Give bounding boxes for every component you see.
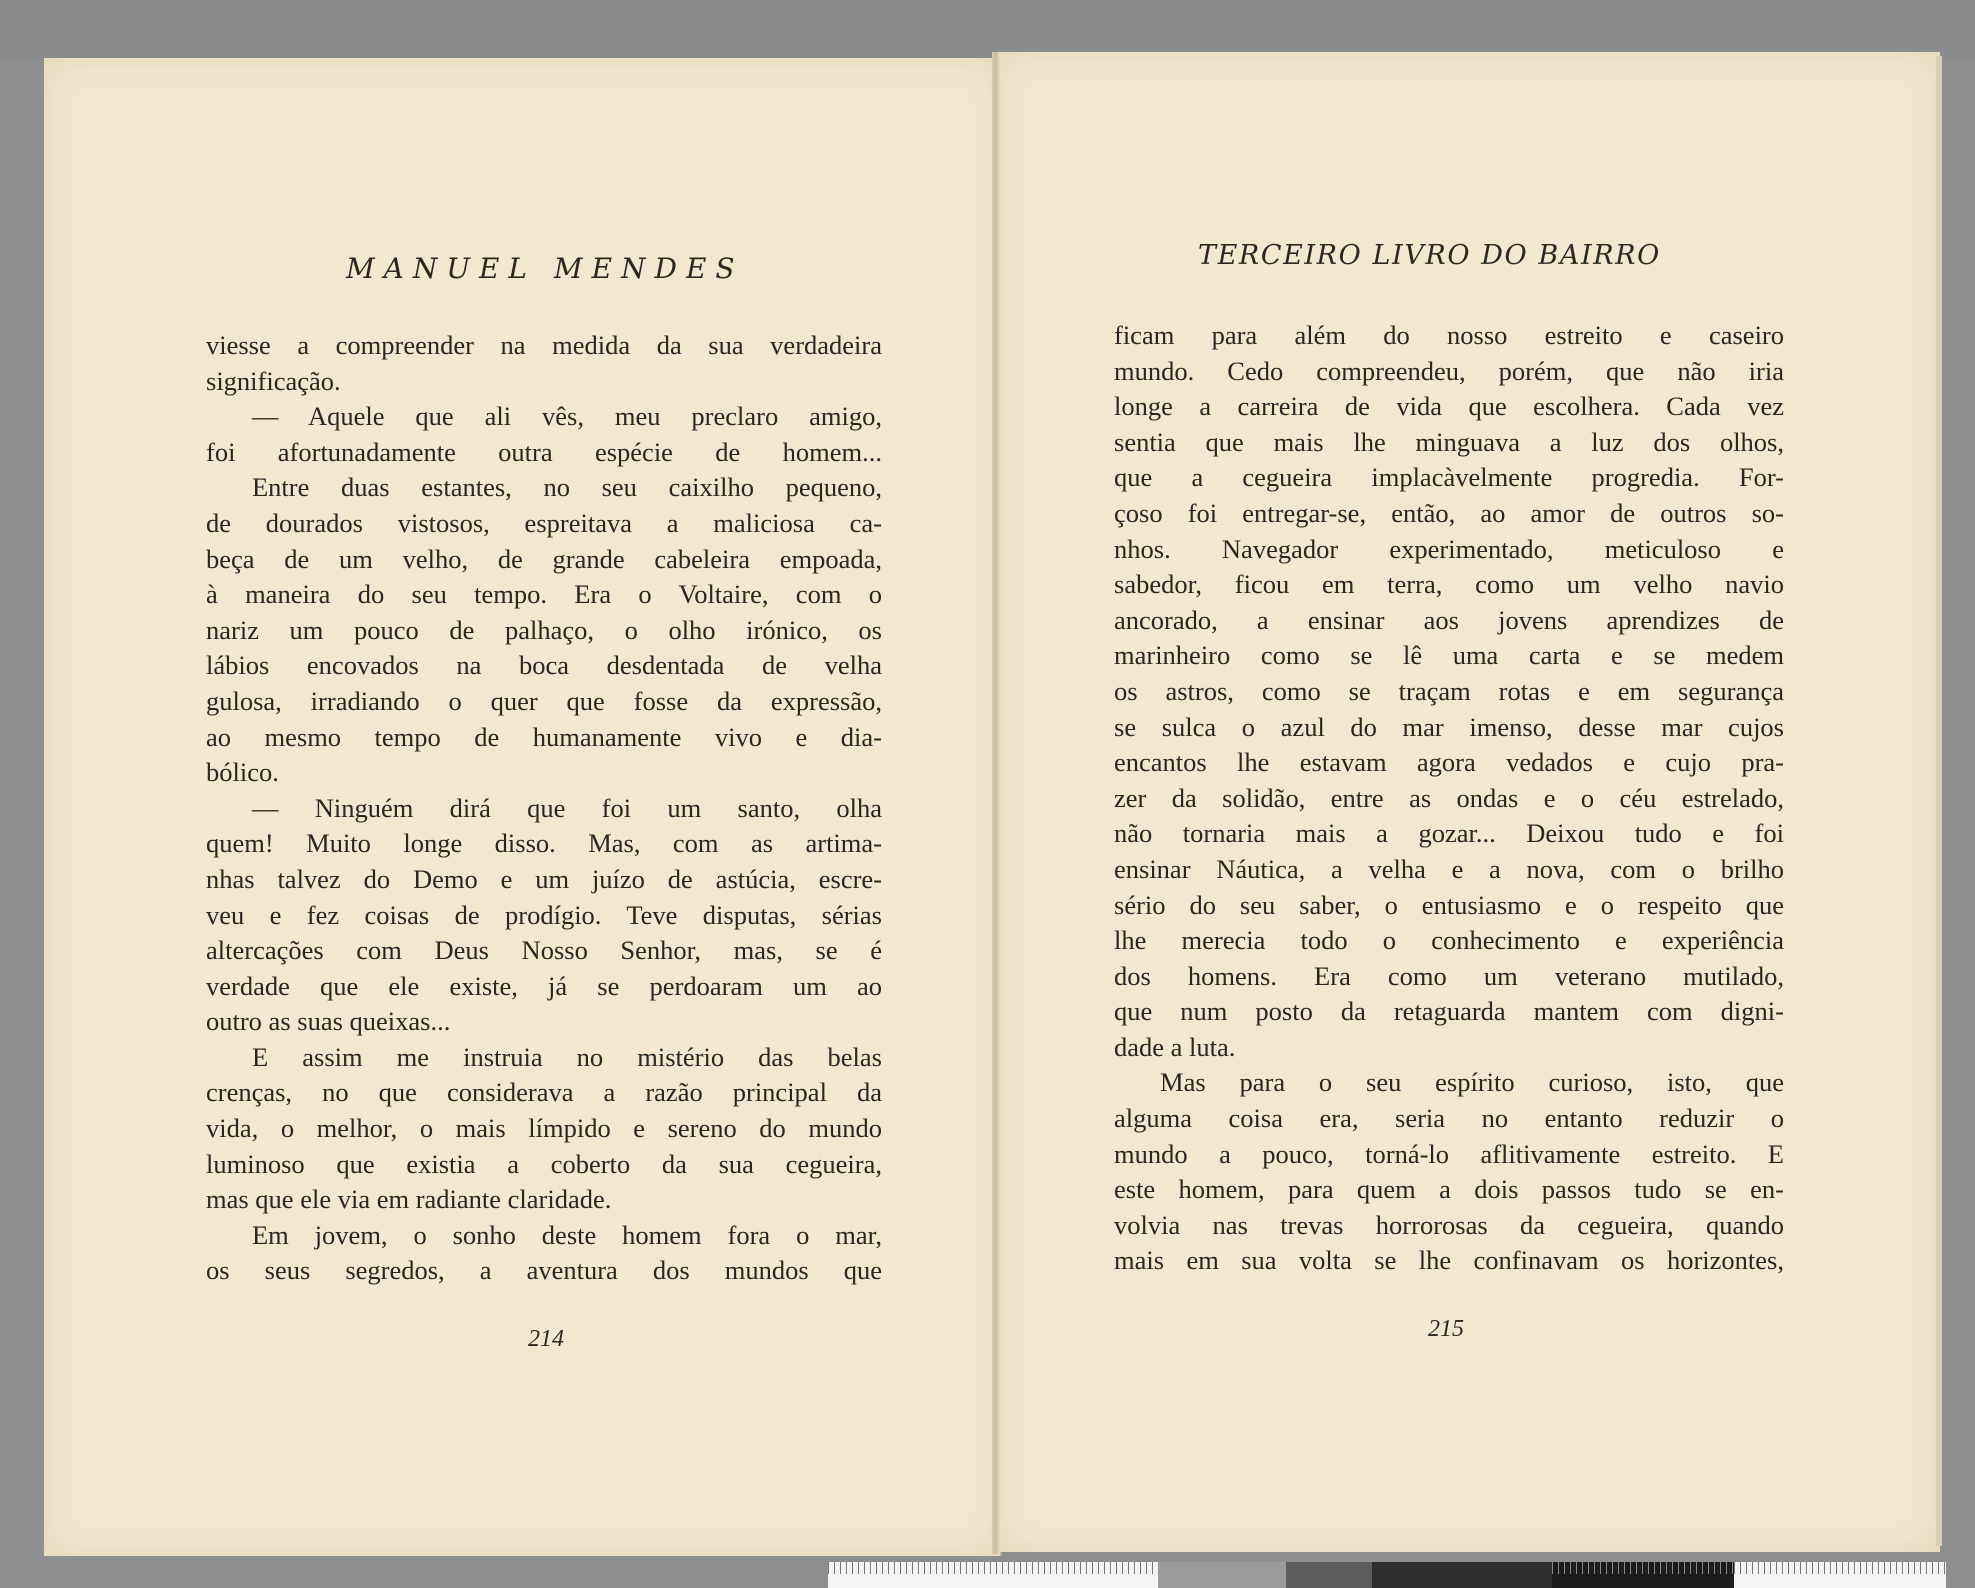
text-line: sério do seu saber, o entusiasmo e o respeito que: [1114, 889, 1784, 920]
text-line: Em jovem, o sonho deste homem fora o mar,: [252, 1219, 882, 1250]
left-page-number: 214: [528, 1326, 564, 1352]
text-line: verdade que ele existe, já se perdoaram um ao: [206, 970, 882, 1001]
ruler-end-segment: [1734, 1562, 1946, 1588]
text-line: bólico.: [206, 757, 279, 788]
text-line: dade a luta.: [1114, 1031, 1236, 1062]
text-line: ao mesmo tempo de humanamente vivo e dia-: [206, 721, 882, 752]
text-line: outro as suas queixas...: [206, 1006, 451, 1037]
ruler-white-segment: [828, 1562, 1158, 1588]
text-line: — Ninguém dirá que foi um santo, olha: [252, 792, 882, 823]
text-line: os seus segredos, a aventura dos mundos que: [206, 1255, 882, 1286]
text-line: zer da solidão, entre as ondas e o céu estrelado,: [1114, 782, 1784, 813]
text-line: nariz um pouco de palhaço, o olho irónico, os: [206, 614, 882, 645]
text-line: este homem, para quem a dois passos tudo se en-: [1114, 1174, 1784, 1205]
text-line: Entre duas estantes, no seu caixilho pequeno,: [252, 472, 882, 503]
text-line: se sulca o azul do mar imenso, desse mar cujos: [1114, 711, 1784, 742]
text-line: não tornaria mais a gozar... Deixou tudo e foi: [1114, 818, 1784, 849]
text-line: marinheiro como se lê uma carta e se medem: [1114, 640, 1784, 671]
text-line: altercações com Deus Nosso Senhor, mas, se é: [206, 935, 882, 966]
scan-background: [0, 0, 1975, 58]
text-line: beça de um velho, de grande cabeleira empoada,: [206, 543, 882, 574]
text-line: foi afortunadamente outra espécie de homem...: [206, 436, 882, 467]
text-line: alguma coisa era, seria no entanto reduzir o: [1114, 1103, 1784, 1134]
text-line: mas que ele via em radiante claridade.: [206, 1184, 612, 1215]
book-spine: [992, 52, 1000, 1554]
text-line: ancorado, a ensinar aos jovens aprendizes de: [1114, 604, 1784, 635]
text-line: dos homens. Era como um veterano mutilado,: [1114, 960, 1784, 991]
text-line: E assim me instruia no mistério das belas: [252, 1041, 882, 1072]
page-edge: [1936, 56, 1942, 1546]
text-line: nhos. Navegador experimentado, meticuloso e: [1114, 533, 1784, 564]
text-line: mundo a pouco, torná-lo aflitivamente estreito. E: [1114, 1138, 1784, 1169]
right-page-text: [1114, 318, 1784, 1279]
text-line: encantos lhe estavam agora vedados e cujo pra-: [1114, 747, 1784, 778]
scan-calibration-ruler: [828, 1562, 1946, 1588]
text-line: os astros, como se traçam rotas e em segurança: [1114, 675, 1784, 706]
text-line: que a cegueira implacàvelmente progredia. For-: [1114, 462, 1784, 493]
text-line: mundo. Cedo compreendeu, porém, que não iria: [1114, 355, 1784, 386]
text-line: mais em sua volta se lhe confinavam os horizontes,: [1114, 1245, 1784, 1276]
right-running-head: TERCEIRO LIVRO DO BAIRRO: [1198, 240, 1661, 271]
text-line: ensinar Náutica, a velha e a nova, com o brilho: [1114, 853, 1784, 884]
ruler-gray-segment: [1158, 1562, 1286, 1588]
text-line: veu e fez coisas de prodígio. Teve disputas, sérias: [206, 899, 882, 930]
text-line: viesse a compreender na medida da sua verdadeira: [206, 330, 882, 360]
text-line: nhas talvez do Demo e um juízo de astúcia, escre-: [206, 863, 882, 894]
left-page-text: [206, 328, 882, 1289]
ruler-darkgray-segment: [1286, 1562, 1372, 1588]
left-running-head: MANUEL MENDES: [346, 252, 744, 285]
text-line: Mas para o seu espírito curioso, isto, que: [1160, 1067, 1784, 1098]
text-line: volvia nas trevas horrorosas da cegueira, quando: [1114, 1209, 1784, 1240]
text-line: sentia que mais lhe minguava a luz dos olhos,: [1114, 426, 1784, 457]
text-line: lhe merecia todo o conhecimento e experiência: [1114, 925, 1784, 956]
text-line: luminoso que existia a coberto da sua cegueira,: [206, 1148, 882, 1179]
right-page-number: 215: [1428, 1316, 1464, 1342]
text-line: quem! Muito longe disso. Mas, com as artima-: [206, 828, 882, 859]
text-line: — Aquele que ali vês, meu preclaro amigo,: [252, 401, 882, 432]
text-line: à maneira do seu tempo. Era o Voltaire, com o: [206, 579, 882, 610]
text-line: significação.: [206, 365, 341, 396]
text-line: crenças, no que considerava a razão principal da: [206, 1077, 882, 1108]
ruler-scale-segment: [1552, 1562, 1734, 1588]
text-line: sabedor, ficou em terra, como um velho navio: [1114, 569, 1784, 600]
text-line: de dourados vistosos, espreitava a maliciosa ca-: [206, 507, 882, 538]
text-line: gulosa, irradiando o quer que fosse da expressão,: [206, 685, 882, 716]
text-line: lábios encovados na boca desdentada de velha: [206, 650, 882, 681]
text-line: vida, o melhor, o mais límpido e sereno do mundo: [206, 1113, 882, 1144]
text-line: çoso foi entregar-se, então, ao amor de outros so-: [1114, 497, 1784, 528]
ruler-black-segment: [1372, 1562, 1552, 1588]
text-line: que num posto da retaguarda mantem com digni-: [1114, 996, 1784, 1027]
text-line: ficam para além do nosso estreito e caseiro: [1114, 320, 1784, 350]
text-line: longe a carreira de vida que escolhera. Cada vez: [1114, 391, 1784, 422]
